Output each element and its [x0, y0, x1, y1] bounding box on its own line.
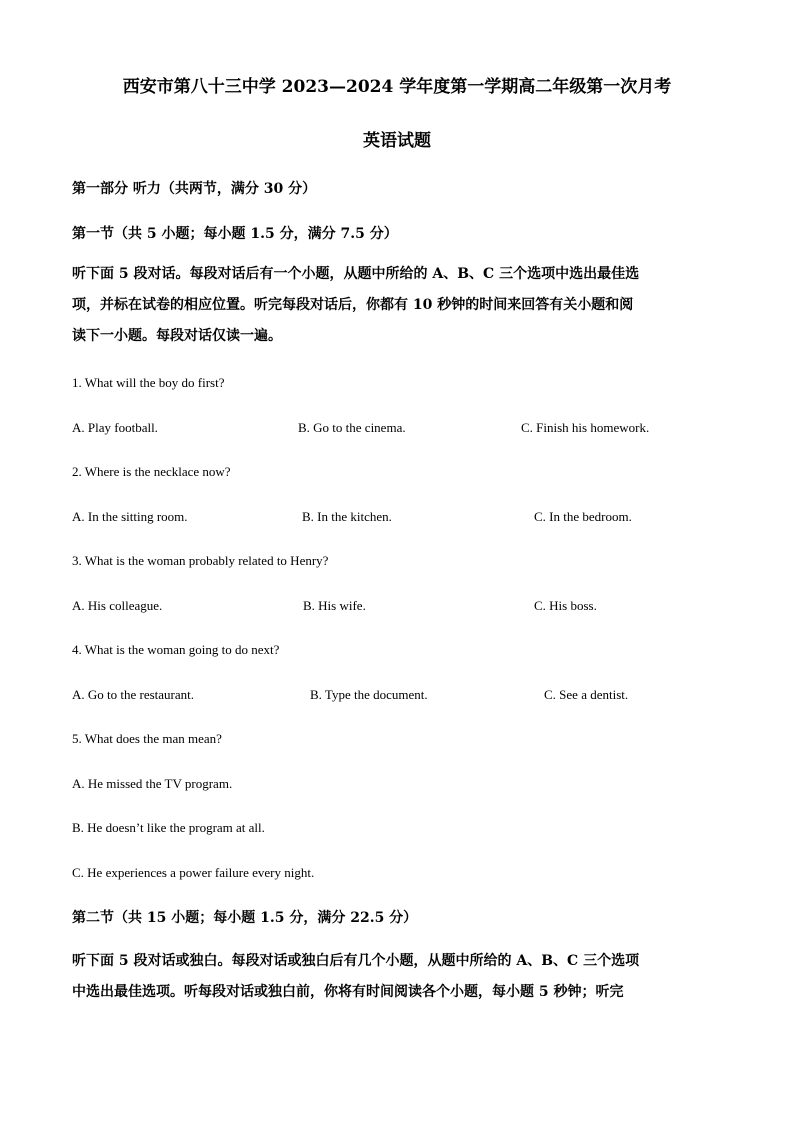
question-3-option-c: C. His boss.	[534, 598, 597, 613]
section2-instructions	[72, 946, 722, 1008]
question-4-option-b: B. Type the document.	[310, 687, 428, 702]
question-2: 2. Where is the necklace now?	[72, 464, 231, 479]
instruction-line: 项，并标在试卷的相应位置。听完每段对话后，你都有 10 秒钟的时间来回答有关小题和阅	[72, 297, 634, 313]
question-5-option-a: A. He missed the TV program.	[72, 776, 233, 791]
question-3: 3. What is the woman probably related to Henry?	[72, 553, 329, 568]
exam-title: 西安市第八十三中学 2023—2024 学年度第一学期高二年级第一次月考	[122, 77, 672, 97]
instruction-line: 听下面 5 段对话或独白。每段对话或独白后有几个小题，从题中所给的 A、B、C 三个选项	[72, 953, 640, 969]
question-2-option-c: C. In the bedroom.	[534, 509, 632, 524]
question-5-option-b: B. He doesn’t like the program at all.	[72, 820, 265, 835]
instruction-line: 中选出最佳选项。听每段对话或独白前，你将有时间阅读各个小题，每小题 5 秒钟；听完	[72, 984, 624, 1000]
section1-heading: 第一节（共 5 小题；每小题 1.5 分，满分 7.5 分）	[72, 226, 398, 242]
section1-instructions	[72, 259, 722, 352]
section2-heading: 第二节（共 15 小题；每小题 1.5 分，满分 22.5 分）	[72, 910, 418, 926]
question-5-option-c: C. He experiences a power failure every night.	[72, 865, 315, 880]
instruction-line: 读下一小题。每段对话仅读一遍。	[72, 328, 282, 344]
exam-subject-title: 英语试题	[363, 131, 431, 151]
question-5: 5. What does the man mean?	[72, 731, 222, 746]
question-3-option-b: B. His wife.	[303, 598, 366, 613]
question-1: 1. What will the boy do first?	[72, 375, 225, 390]
question-2-option-a: A. In the sitting room.	[72, 509, 188, 524]
question-4: 4. What is the woman going to do next?	[72, 642, 280, 657]
question-1-option-c: C. Finish his homework.	[521, 420, 650, 435]
question-4-option-c: C. See a dentist.	[544, 687, 629, 702]
instruction-line: 听下面 5 段对话。每段对话后有一个小题，从题中所给的 A、B、C 三个选项中选出最佳选	[72, 266, 640, 282]
part1-heading: 第一部分 听力（共两节，满分 30 分）	[72, 181, 317, 197]
question-2-option-b: B. In the kitchen.	[302, 509, 392, 524]
question-3-option-a: A. His colleague.	[72, 598, 163, 613]
question-1-option-a: A. Play football.	[72, 420, 158, 435]
question-4-option-a: A. Go to the restaurant.	[72, 687, 195, 702]
question-1-option-b: B. Go to the cinema.	[298, 420, 406, 435]
